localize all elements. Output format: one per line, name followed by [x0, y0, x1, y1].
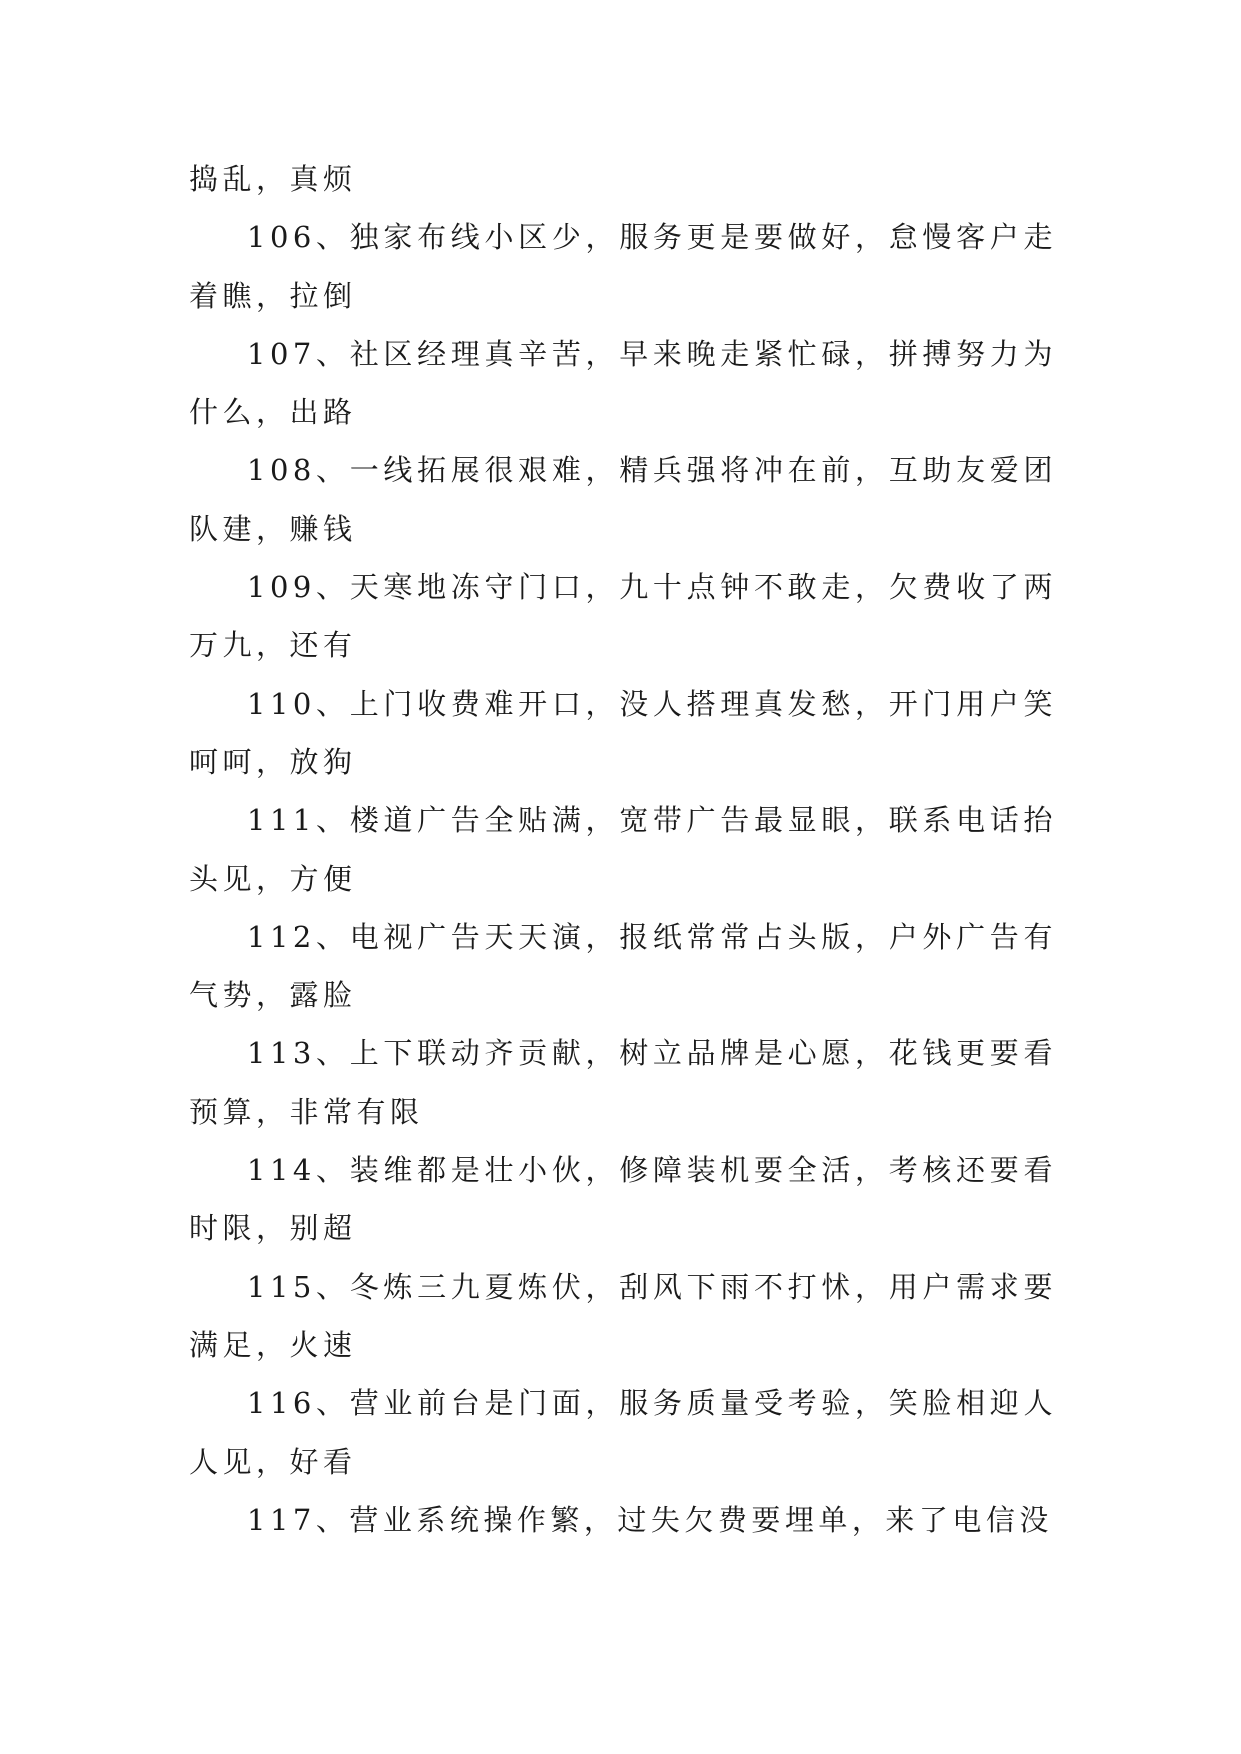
- paragraph-109: 109、天寒地冻守门口，九十点钟不敢走，欠费收了两万九，还有: [189, 570, 1057, 663]
- paragraph-113: 113、上下联动齐贡献，树立品牌是心愿，花钱更要看预算，非常有限: [189, 1036, 1057, 1129]
- paragraph-115: 115、冬炼三九夏炼伏，刮风下雨不打怵，用户需求要满足，火速: [189, 1269, 1057, 1362]
- paragraph-117: 117、营业系统操作繁，过失欠费要埋单，来了电信没: [247, 1502, 1053, 1537]
- paragraph-111: 111、楼道广告全贴满，宽带广告最显眼，联系电话抬头见，方便: [189, 803, 1057, 896]
- paragraph-108: 108、一线拓展很艰难，精兵强将冲在前，互助友爱团队建，赚钱: [189, 453, 1057, 546]
- paragraph-continued: 捣乱，真烦: [189, 162, 357, 196]
- paragraph-110: 110、上门收费难开口，没人搭理真发愁，开门用户笑呵呵，放狗: [189, 686, 1057, 779]
- document-page: [189, 150, 1057, 1549]
- paragraph-107: 107、社区经理真辛苦，早来晚走紧忙碌，拼搏努力为什么，出路: [189, 336, 1057, 430]
- paragraph-114: 114、装维都是壮小伙，修障装机要全活，考核还要看时限，别超: [189, 1153, 1057, 1246]
- paragraph-112: 112、电视广告天天演，报纸常常占头版，户外广告有气势，露脸: [189, 919, 1057, 1013]
- paragraph-116: 116、营业前台是门面，服务质量受考验，笑脸相迎人人见，好看: [189, 1386, 1057, 1479]
- paragraph-106: 106、独家布线小区少，服务更是要做好，怠慢客户走着瞧，拉倒: [189, 220, 1057, 313]
